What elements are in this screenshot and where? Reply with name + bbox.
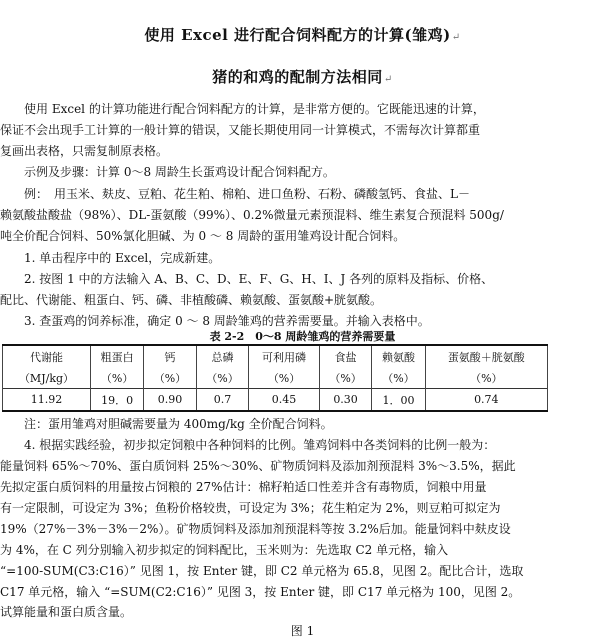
table-value-cell: 19．0 bbox=[90, 389, 143, 412]
table-header-cell: 总磷 bbox=[196, 345, 248, 367]
table-value-cell: 0.90 bbox=[144, 389, 196, 412]
body-line: 有一定限制，可设定为 3%；鱼粉价格较贵，可设定为 3%；花生粕定为 2%，则豆粕可拟定为 bbox=[0, 501, 501, 515]
body-line: 保证不会出现手工计算的一般计算的错误，又能长期使用同一计算模式，不需每次计算都重 bbox=[0, 123, 481, 137]
body-line: 为 4%，在 C 列分别输入初步拟定的饲料配比，玉米则为：先选取 C2 单元格，输入 bbox=[0, 543, 449, 557]
body-line: 示例及步骤：计算 0～8 周龄生长蛋鸡设计配合饲料配方。 bbox=[0, 165, 335, 179]
table-value-cell: 0.45 bbox=[249, 389, 320, 412]
table-header-cell: 钙 bbox=[144, 345, 196, 367]
document-title: 使用 Excel 进行配合饲料配方的计算(雏鸡)↵ bbox=[144, 26, 461, 44]
body-line: 能量饲料 65%～70%、蛋白质饲料 25%～30%、矿物质饲料及添加剂预混料 3%～3.5%，据此 bbox=[0, 459, 516, 473]
figure-label: 图 1 bbox=[290, 624, 315, 638]
body-line: C17 单元格，输入 “=SUM(C2:C16）” 见图 3，按 Enter 键，即 C17 单元格为 100，见图 2。 bbox=[0, 585, 521, 599]
table-unit-cell: （%） bbox=[249, 367, 320, 389]
body-line: 复画出表格，只需复制原表格。 bbox=[0, 144, 169, 158]
body-line: “=100-SUM(C3:C16）” 见图 1，按 Enter 键，即 C2 单元格为 65.8，见图 2。配比合计，选取 bbox=[0, 564, 524, 578]
body-line: 1. 单击程序中的 Excel，完成新建。 bbox=[0, 251, 221, 265]
body-line: 吨全价配合饲料、50%氯化胆碱、为 0 ～ 8 周龄的蛋用雏鸡设计配合饲料。 bbox=[0, 229, 406, 243]
table-unit-cell: （%） bbox=[196, 367, 248, 389]
table-value-cell: 11.92 bbox=[3, 389, 91, 412]
body-line: 2. 按图 1 中的方法输入 A、B、C、D、E、F、G、H、I、J 各列的原料及指标、价格、 bbox=[0, 272, 494, 286]
table-value-cell: 0.74 bbox=[425, 389, 547, 412]
table-unit-cell: （%） bbox=[144, 367, 196, 389]
body-line: 注：蛋用雏鸡对胆碱需要量为 400mg/kg 全价配合饲料。 bbox=[0, 417, 333, 431]
table-unit-cell: （MJ/kg） bbox=[3, 367, 91, 389]
table-caption: 表 2-2 0～8 周龄雏鸡的营养需要量 bbox=[209, 330, 396, 343]
table-value-cell: 0.7 bbox=[196, 389, 248, 412]
table-unit-cell: （%） bbox=[372, 367, 425, 389]
table-header-cell: 食盐 bbox=[319, 345, 371, 367]
table-header-cell: 代谢能 bbox=[3, 345, 91, 367]
body-line: 试算能量和蛋白质含量。 bbox=[0, 605, 133, 619]
table-unit-cell: （%） bbox=[90, 367, 143, 389]
body-line: 使用 Excel 的计算功能进行配合饲料配方的计算，是非常方便的。它既能迅速的计算， bbox=[0, 102, 485, 116]
table-header-row bbox=[3, 345, 548, 367]
table-value-cell: 0.30 bbox=[319, 389, 371, 412]
table-header-cell: 可利用磷 bbox=[249, 345, 320, 367]
body-line: 先拟定蛋白质饲料的用量按占饲粮的 27%估计：棉籽粕适口性差并含有毒物质，饲粮中用量 bbox=[0, 480, 487, 494]
table-unit-cell: （%） bbox=[319, 367, 371, 389]
body-line: 3. 查蛋鸡的饲养标准，确定 0 ～ 8 周龄雏鸡的营养需要量。并输入表格中。 bbox=[0, 314, 430, 328]
body-line: 例： 用玉米、麸皮、豆粕、花生粕、棉粕、进口鱼粉、石粉、磷酸氢钙、食盐、L－ bbox=[0, 187, 470, 201]
table-unit-cell: （%） bbox=[425, 367, 547, 389]
table-header-cell: 粗蛋白 bbox=[90, 345, 143, 367]
table-unit-row bbox=[3, 367, 548, 389]
body-line: 19%（27%－3%－3%－2%）。矿物质饲料及添加剂预混料等按 3.2%后加。能量饲料中麸皮设 bbox=[0, 522, 511, 536]
table-header-cell: 蛋氨酸＋胱氨酸 bbox=[425, 345, 547, 367]
document-subtitle: 猪的和鸡的配制方法相同↵ bbox=[212, 68, 393, 86]
table-value-row bbox=[3, 389, 548, 412]
body-line: 赖氨酸盐酸盐（98%）、DL-蛋氨酸（99%）、0.2%微量元素预混料、维生素复合预混料 500g/ bbox=[0, 208, 504, 222]
table-header-cell: 赖氨酸 bbox=[372, 345, 425, 367]
nutrient-requirement-table bbox=[2, 344, 548, 412]
body-line: 配比、代谢能、粗蛋白、钙、磷、非植酸磷、赖氨酸、蛋氨酸+胱氨酸。 bbox=[0, 293, 383, 307]
body-line: 4. 根据实践经验，初步拟定饲粮中各种饲料的比例。雏鸡饲料中各类饲料的比例一般为： bbox=[0, 438, 496, 452]
table-value-cell: 1．00 bbox=[372, 389, 425, 412]
